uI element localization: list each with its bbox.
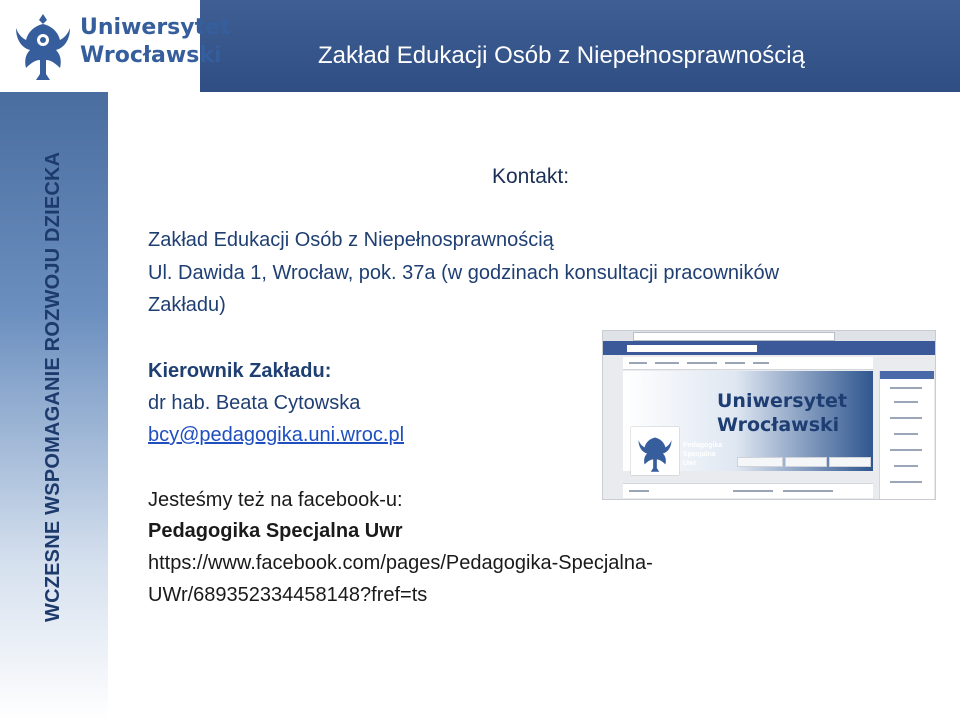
facebook-profile-name xyxy=(683,441,722,468)
logo-wordmark xyxy=(80,14,231,70)
eagle-crest-icon xyxy=(633,429,677,473)
eagle-crest-icon xyxy=(14,10,72,82)
facebook-search xyxy=(627,345,757,352)
facebook-profile-picture xyxy=(631,427,679,475)
unit-name: Zakład Edukacji Osób z Niepełnosprawnością xyxy=(148,229,554,251)
facebook-url-line-1: https://www.facebook.com/pages/Pedagogika-Specjalna- xyxy=(148,552,653,574)
cover-wordmark xyxy=(717,389,847,437)
contact-heading: Kontakt: xyxy=(492,165,570,188)
cover-line-2: Wrocławski xyxy=(717,414,840,436)
facebook-action-button xyxy=(785,457,827,467)
facebook-page-name: Pedagogika Specjalna Uwr xyxy=(148,520,403,542)
page-title: Zakład Edukacji Osób z Niepełnosprawnością xyxy=(318,42,805,69)
side-panel-header xyxy=(880,371,934,379)
facebook-status-bar xyxy=(623,483,873,498)
profile-name-line-2: Specjalna xyxy=(683,451,716,458)
logo-line-2: Wrocławski xyxy=(80,43,222,68)
cover-line-1: Uniwersytet xyxy=(717,390,848,412)
facebook-side-panel xyxy=(879,371,934,499)
facebook-action-button xyxy=(737,457,783,467)
profile-name-line-1: Pedagogika xyxy=(683,442,723,449)
profile-name-line-3: Uwr xyxy=(683,460,697,467)
logo-line-1: Uniwersytet xyxy=(80,15,231,40)
address-line-2: Zakładu) xyxy=(148,294,226,316)
address-line-1: Ul. Dawida 1, Wrocław, pok. 37a (w godzinach konsultacji pracowników xyxy=(148,262,780,284)
head-email-link[interactable]: bcy@pedagogika.uni.wroc.pl xyxy=(148,424,405,446)
facebook-url-line-2: UWr/689352334458148?fref=ts xyxy=(148,584,428,606)
facebook-tabs xyxy=(623,357,873,370)
facebook-intro: Jesteśmy też na facebook-u: xyxy=(148,489,403,511)
head-label: Kierownik Zakładu: xyxy=(148,360,332,382)
facebook-screenshot xyxy=(602,330,936,500)
facebook-action-button xyxy=(829,457,871,467)
sidebar-vertical-title: WCZESNE WSPOMAGANIE ROZWOJU DZIECKA xyxy=(42,151,64,622)
browser-url-field xyxy=(633,332,835,341)
university-logo xyxy=(0,0,231,92)
head-name: dr hab. Beata Cytowska xyxy=(148,392,361,414)
